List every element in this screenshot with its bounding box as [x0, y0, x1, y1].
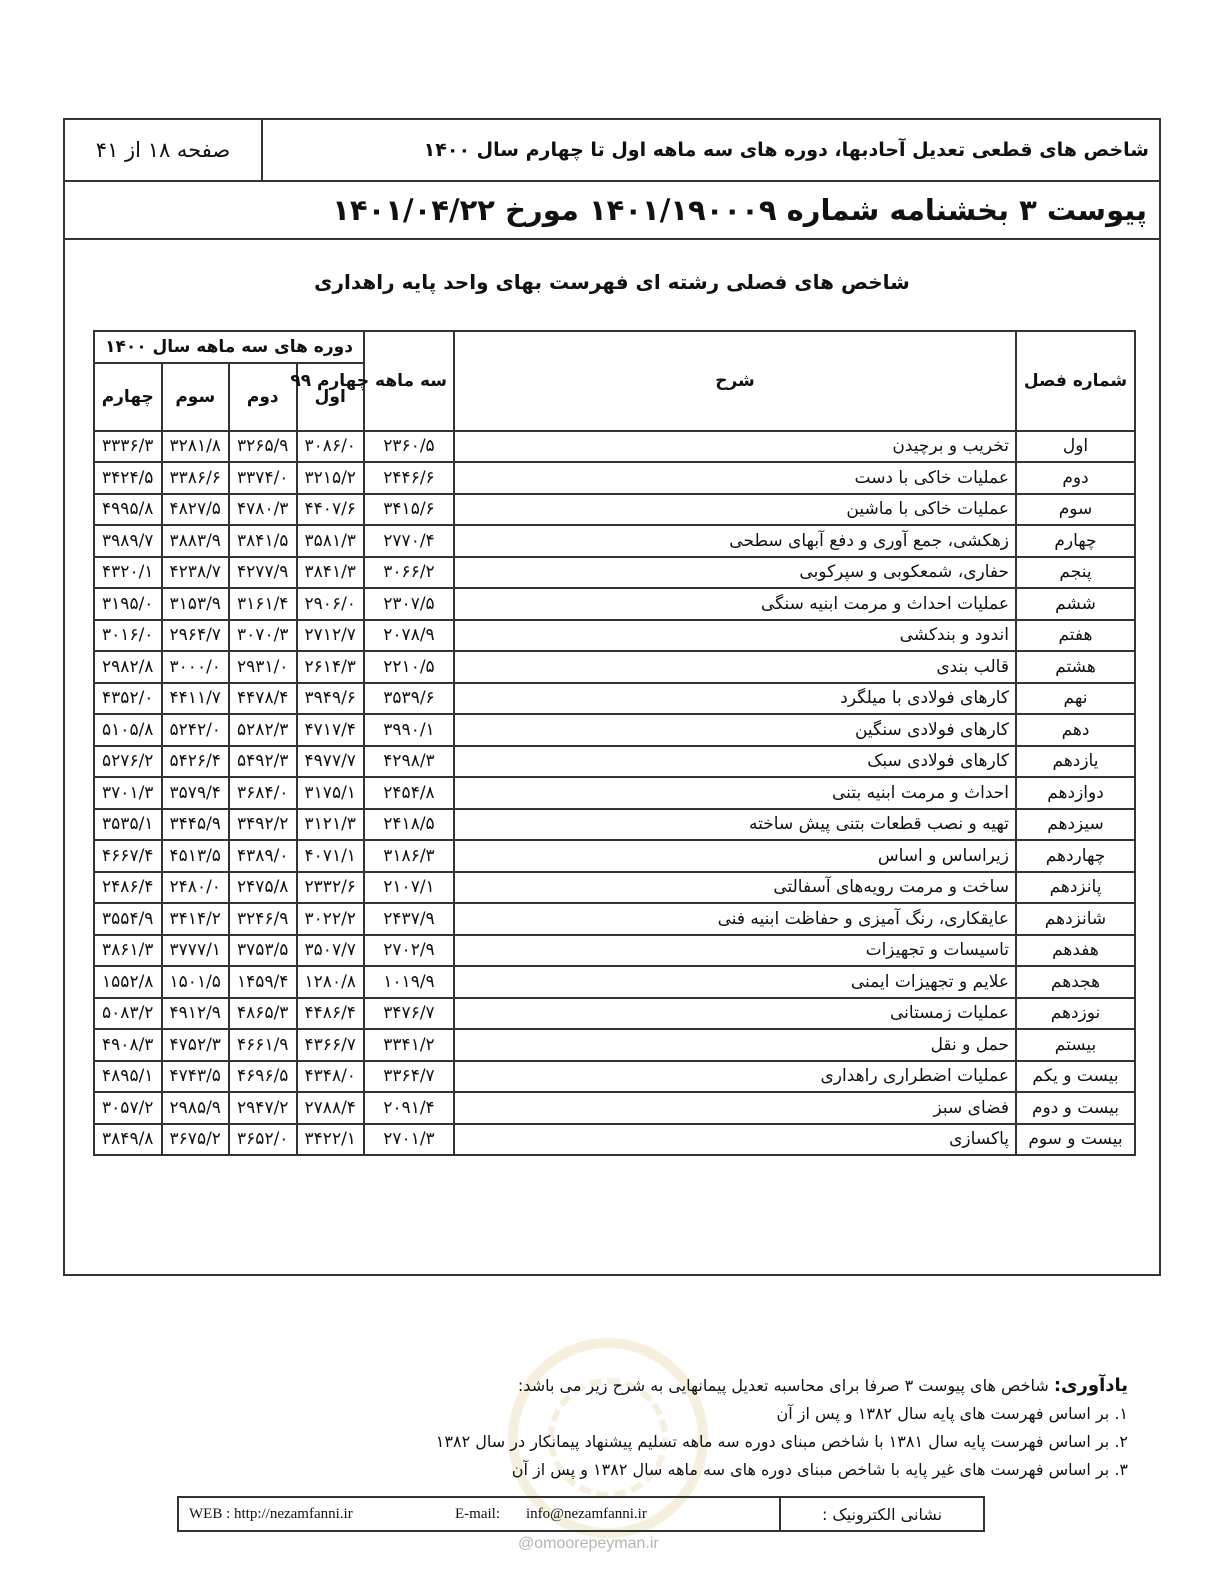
- table-row: [94, 840, 1135, 872]
- q4-value-cell: ۱۵۵۲/۸: [94, 966, 162, 998]
- chapter-cell: بیست و سوم: [1016, 1124, 1135, 1156]
- description-cell: زهکشی، جمع آوری و دفع آبهای سطحی: [454, 525, 1016, 557]
- description-cell: فضای سبز: [454, 1092, 1016, 1124]
- q4-value-cell: ۳۸۶۱/۳: [94, 935, 162, 967]
- chapter-cell: بیست و دوم: [1016, 1092, 1135, 1124]
- q4-value-cell: ۴۳۲۰/۱: [94, 557, 162, 589]
- table-row: [94, 998, 1135, 1030]
- q1-value-cell: ۴۰۷۱/۱: [297, 840, 365, 872]
- q4-value-cell: ۳۹۸۹/۷: [94, 525, 162, 557]
- q1-value-cell: ۲۳۳۲/۶: [297, 872, 365, 904]
- table-row: [94, 935, 1135, 967]
- base-value-cell: ۲۳۰۷/۵: [364, 588, 454, 620]
- description-cell: قالب بندی: [454, 651, 1016, 683]
- header-base-quarter: سه ماهه چهارم ۹۹: [364, 331, 454, 431]
- base-value-cell: ۲۴۱۸/۵: [364, 809, 454, 841]
- chapter-cell: چهارم: [1016, 525, 1135, 557]
- chapter-cell: یازدهم: [1016, 746, 1135, 778]
- table-row: [94, 1092, 1135, 1124]
- header-description: شرح: [454, 331, 1016, 431]
- base-value-cell: ۳۴۱۵/۶: [364, 494, 454, 526]
- table-row: [94, 525, 1135, 557]
- description-cell: علایم و تجهیزات ایمنی: [454, 966, 1016, 998]
- description-cell: احداث و مرمت ابنیه بتنی: [454, 777, 1016, 809]
- description-cell: حفاری، شمعکوبی و سپرکوبی: [454, 557, 1016, 589]
- base-value-cell: ۳۵۳۹/۶: [364, 683, 454, 715]
- table-row: [94, 683, 1135, 715]
- q3-value-cell: ۵۲۴۲/۰: [162, 714, 230, 746]
- q3-value-cell: ۳۸۸۳/۹: [162, 525, 230, 557]
- q1-value-cell: ۴۹۷۷/۷: [297, 746, 365, 778]
- q3-value-cell: ۳۴۱۴/۲: [162, 903, 230, 935]
- chapter-cell: دوم: [1016, 462, 1135, 494]
- chapter-cell: پنجم: [1016, 557, 1135, 589]
- page-number: صفحه ۱۸ از ۴۱: [65, 120, 263, 180]
- base-value-cell: ۳۹۹۰/۱: [364, 714, 454, 746]
- base-value-cell: ۲۱۰۷/۱: [364, 872, 454, 904]
- chapter-cell: پانزدهم: [1016, 872, 1135, 904]
- q1-value-cell: ۳۵۰۷/۷: [297, 935, 365, 967]
- chapter-cell: هشتم: [1016, 651, 1135, 683]
- q4-value-cell: ۴۶۶۷/۴: [94, 840, 162, 872]
- description-cell: عملیات زمستانی: [454, 998, 1016, 1030]
- q3-value-cell: ۴۸۲۷/۵: [162, 494, 230, 526]
- q2-value-cell: ۳۶۸۴/۰: [229, 777, 297, 809]
- q3-value-cell: ۲۴۸۰/۰: [162, 872, 230, 904]
- q1-value-cell: ۲۶۱۴/۳: [297, 651, 365, 683]
- base-value-cell: ۳۴۷۶/۷: [364, 998, 454, 1030]
- q2-value-cell: ۵۴۹۲/۳: [229, 746, 297, 778]
- base-value-cell: ۳۳۴۱/۲: [364, 1029, 454, 1061]
- description-cell: کارهای فولادی سنگین: [454, 714, 1016, 746]
- q2-value-cell: ۴۳۸۹/۰: [229, 840, 297, 872]
- q2-value-cell: ۳۴۹۲/۲: [229, 809, 297, 841]
- header-q3: سوم: [162, 363, 230, 431]
- chapter-cell: چهاردهم: [1016, 840, 1135, 872]
- email-link[interactable]: info@nezamfanni.ir: [526, 1505, 647, 1522]
- chapter-cell: دوازدهم: [1016, 777, 1135, 809]
- description-cell: پاکسازی: [454, 1124, 1016, 1156]
- q2-value-cell: ۴۶۹۶/۵: [229, 1061, 297, 1093]
- description-cell: کارهای فولادی سبک: [454, 746, 1016, 778]
- reminder-text: شاخص های پیوست ۳ صرفا برای محاسبه تعدیل پیمانهایی به شرح زیر می باشد:: [517, 1376, 1049, 1395]
- q1-value-cell: ۳۴۲۲/۱: [297, 1124, 365, 1156]
- q2-value-cell: ۳۱۶۱/۴: [229, 588, 297, 620]
- q4-value-cell: ۳۵۵۴/۹: [94, 903, 162, 935]
- q3-value-cell: ۳۱۵۳/۹: [162, 588, 230, 620]
- contact-footer: [177, 1496, 985, 1532]
- q1-value-cell: ۳۸۴۱/۳: [297, 557, 365, 589]
- q4-value-cell: ۴۸۹۵/۱: [94, 1061, 162, 1093]
- q2-value-cell: ۴۷۸۰/۳: [229, 494, 297, 526]
- header-row: [65, 120, 1159, 182]
- q2-value-cell: ۲۴۷۵/۸: [229, 872, 297, 904]
- description-cell: ساخت و مرمت رویه‌های آسفالتی: [454, 872, 1016, 904]
- q4-value-cell: ۳۰۱۶/۰: [94, 620, 162, 652]
- q3-value-cell: ۴۷۵۲/۳: [162, 1029, 230, 1061]
- base-value-cell: ۳۳۶۴/۷: [364, 1061, 454, 1093]
- reminder-intro: [328, 1372, 1128, 1400]
- q1-value-cell: ۳۱۷۵/۱: [297, 777, 365, 809]
- q3-value-cell: ۴۷۴۳/۵: [162, 1061, 230, 1093]
- reminder-item: ۱. بر اساس فهرست های پایه سال ۱۳۸۲ و پس از آن: [776, 1404, 1128, 1423]
- footer-label: نشانی الکترونیک :: [779, 1498, 983, 1530]
- q4-value-cell: ۲۹۸۲/۸: [94, 651, 162, 683]
- q2-value-cell: ۴۴۷۸/۴: [229, 683, 297, 715]
- description-cell: عملیات اضطراری راهداری: [454, 1061, 1016, 1093]
- q1-value-cell: ۳۱۲۱/۳: [297, 809, 365, 841]
- table-row: [94, 809, 1135, 841]
- chapter-cell: شانزدهم: [1016, 903, 1135, 935]
- description-cell: کارهای فولادی با میلگرد: [454, 683, 1016, 715]
- q3-value-cell: ۴۲۳۸/۷: [162, 557, 230, 589]
- q1-value-cell: ۴۳۴۸/۰: [297, 1061, 365, 1093]
- q1-value-cell: ۴۷۱۷/۴: [297, 714, 365, 746]
- description-cell: تهیه و نصب قطعات بتنی پیش ساخته: [454, 809, 1016, 841]
- q3-value-cell: ۳۲۸۱/۸: [162, 431, 230, 463]
- chapter-cell: اول: [1016, 431, 1135, 463]
- base-value-cell: ۱۰۱۹/۹: [364, 966, 454, 998]
- table-row: [94, 777, 1135, 809]
- section-title: شاخص های فصلی رشته ای فهرست بهای واحد پایه راهداری: [314, 270, 910, 294]
- q3-value-cell: ۴۴۱۱/۷: [162, 683, 230, 715]
- q3-value-cell: ۳۷۷۷/۱: [162, 935, 230, 967]
- description-cell: عملیات خاکی با ماشین: [454, 494, 1016, 526]
- q2-value-cell: ۳۷۵۳/۵: [229, 935, 297, 967]
- q4-value-cell: ۳۷۰۱/۳: [94, 777, 162, 809]
- table-row: [94, 966, 1135, 998]
- table-row: [94, 903, 1135, 935]
- base-value-cell: ۳۰۶۶/۲: [364, 557, 454, 589]
- q2-value-cell: ۳۰۷۰/۳: [229, 620, 297, 652]
- q4-value-cell: ۴۹۰۸/۳: [94, 1029, 162, 1061]
- q3-value-cell: ۳۳۸۶/۶: [162, 462, 230, 494]
- q1-value-cell: ۲۹۰۶/۰: [297, 588, 365, 620]
- q1-value-cell: ۴۴۸۶/۴: [297, 998, 365, 1030]
- description-cell: تاسیسات و تجهیزات: [454, 935, 1016, 967]
- chapter-cell: دهم: [1016, 714, 1135, 746]
- chapter-cell: نوزدهم: [1016, 998, 1135, 1030]
- q2-value-cell: ۳۸۴۱/۵: [229, 525, 297, 557]
- q1-value-cell: ۳۰۲۲/۲: [297, 903, 365, 935]
- header-q4: چهارم: [94, 363, 162, 431]
- q4-value-cell: ۳۴۲۴/۵: [94, 462, 162, 494]
- q1-value-cell: ۲۷۸۸/۴: [297, 1092, 365, 1124]
- base-value-cell: ۲۲۱۰/۵: [364, 651, 454, 683]
- q1-value-cell: ۴۴۰۷/۶: [297, 494, 365, 526]
- q3-value-cell: ۳۶۷۵/۲: [162, 1124, 230, 1156]
- q1-value-cell: ۴۳۶۶/۷: [297, 1029, 365, 1061]
- description-cell: عملیات خاکی با دست: [454, 462, 1016, 494]
- header-q1: اول: [297, 363, 365, 431]
- base-value-cell: ۲۴۴۶/۶: [364, 462, 454, 494]
- document-title: شاخص های قطعی تعدیل آحادبها، دوره های سه ماهه اول تا چهارم سال ۱۴۰۰: [423, 139, 1149, 161]
- q4-value-cell: ۳۰۵۷/۲: [94, 1092, 162, 1124]
- q1-value-cell: ۳۲۱۵/۲: [297, 462, 365, 494]
- reminder-note: [328, 1372, 1128, 1484]
- q4-value-cell: ۳۸۴۹/۸: [94, 1124, 162, 1156]
- email-label: E-mail:: [455, 1505, 500, 1522]
- chapter-cell: هفدهم: [1016, 935, 1135, 967]
- document-frame: [63, 118, 1161, 1276]
- q4-value-cell: ۵۰۸۳/۲: [94, 998, 162, 1030]
- q2-value-cell: ۵۲۸۲/۳: [229, 714, 297, 746]
- base-value-cell: ۲۷۰۲/۹: [364, 935, 454, 967]
- q3-value-cell: ۳۵۷۹/۴: [162, 777, 230, 809]
- chapter-cell: ششم: [1016, 588, 1135, 620]
- q2-value-cell: ۳۲۴۶/۹: [229, 903, 297, 935]
- reminder-item: ۲. بر اساس فهرست پایه سال ۱۳۸۱ با شاخص مبنای دوره سه ماهه تسلیم پیشنهاد پیمانکار در سال ۱۳۸۲: [435, 1432, 1128, 1451]
- table-row: [94, 557, 1135, 589]
- reminder-item: ۳. بر اساس فهرست های غیر پایه با شاخص مبنای دوره های سه ماهه سال ۱۳۸۲ و پس از آن: [511, 1460, 1128, 1479]
- watermark-url: @omoorepeyman.ir: [518, 1535, 659, 1552]
- base-value-cell: ۲۰۷۸/۹: [364, 620, 454, 652]
- base-value-cell: ۲۴۵۴/۸: [364, 777, 454, 809]
- table-row: [94, 746, 1135, 778]
- table-row: [94, 588, 1135, 620]
- q4-value-cell: ۲۴۸۶/۴: [94, 872, 162, 904]
- chapter-cell: هفتم: [1016, 620, 1135, 652]
- description-cell: عملیات احداث و مرمت ابنیه سنگی: [454, 588, 1016, 620]
- website-link[interactable]: WEB : http://nezamfanni.ir: [189, 1505, 353, 1522]
- q4-value-cell: ۴۹۹۵/۸: [94, 494, 162, 526]
- base-value-cell: ۲۷۷۰/۴: [364, 525, 454, 557]
- table-row: [94, 1061, 1135, 1093]
- q2-value-cell: ۴۶۶۱/۹: [229, 1029, 297, 1061]
- q2-value-cell: ۴۲۷۷/۹: [229, 557, 297, 589]
- table-row: [94, 462, 1135, 494]
- q1-value-cell: ۳۹۴۹/۶: [297, 683, 365, 715]
- q4-value-cell: ۳۳۳۶/۳: [94, 431, 162, 463]
- table-row: [94, 872, 1135, 904]
- q4-value-cell: ۳۱۹۵/۰: [94, 588, 162, 620]
- q1-value-cell: ۳۰۸۶/۰: [297, 431, 365, 463]
- base-value-cell: ۲۷۰۱/۳: [364, 1124, 454, 1156]
- q2-value-cell: ۴۸۶۵/۳: [229, 998, 297, 1030]
- table-body: [94, 431, 1135, 1156]
- q3-value-cell: ۱۵۰۱/۵: [162, 966, 230, 998]
- q2-value-cell: ۲۹۴۷/۲: [229, 1092, 297, 1124]
- q2-value-cell: ۱۴۵۹/۴: [229, 966, 297, 998]
- q3-value-cell: ۵۴۲۶/۴: [162, 746, 230, 778]
- base-value-cell: ۲۳۶۰/۵: [364, 431, 454, 463]
- table-row: [94, 1124, 1135, 1156]
- base-value-cell: ۴۲۹۸/۳: [364, 746, 454, 778]
- table-row: [94, 620, 1135, 652]
- table-row: [94, 431, 1135, 463]
- description-cell: تخریب و برچیدن: [454, 431, 1016, 463]
- q1-value-cell: ۲۷۱۲/۷: [297, 620, 365, 652]
- base-value-cell: ۲۴۳۷/۹: [364, 903, 454, 935]
- header-quarter-group: دوره های سه ماهه سال ۱۴۰۰: [94, 331, 364, 363]
- table-row: [94, 651, 1135, 683]
- chapter-cell: بیستم: [1016, 1029, 1135, 1061]
- q3-value-cell: ۳۰۰۰/۰: [162, 651, 230, 683]
- description-cell: حمل و نقل: [454, 1029, 1016, 1061]
- description-cell: اندود و بندکشی: [454, 620, 1016, 652]
- base-value-cell: ۳۱۸۶/۳: [364, 840, 454, 872]
- chapter-cell: نهم: [1016, 683, 1135, 715]
- q2-value-cell: ۲۹۳۱/۰: [229, 651, 297, 683]
- q4-value-cell: ۵۲۷۶/۲: [94, 746, 162, 778]
- q2-value-cell: ۳۶۵۲/۰: [229, 1124, 297, 1156]
- chapter-cell: سیزدهم: [1016, 809, 1135, 841]
- email-block: [455, 1498, 647, 1530]
- q4-value-cell: ۴۳۵۲/۰: [94, 683, 162, 715]
- table-row: [94, 1029, 1135, 1061]
- q4-value-cell: ۳۵۳۵/۱: [94, 809, 162, 841]
- q3-value-cell: ۴۵۱۳/۵: [162, 840, 230, 872]
- table-row: [94, 494, 1135, 526]
- header-chapter: شماره فصل: [1016, 331, 1135, 431]
- index-table: [93, 330, 1136, 1156]
- chapter-cell: هجدهم: [1016, 966, 1135, 998]
- circular-title: پیوست ۳ بخشنامه شماره ۱۴۰۱/۱۹۰۰۰۹ مورخ ۱۴۰۱/۰۴/۲۲: [65, 182, 1159, 240]
- header-q2: دوم: [229, 363, 297, 431]
- q2-value-cell: ۳۳۷۴/۰: [229, 462, 297, 494]
- chapter-cell: سوم: [1016, 494, 1135, 526]
- reminder-lead: یادآوری:: [1053, 1375, 1128, 1396]
- q2-value-cell: ۳۲۶۵/۹: [229, 431, 297, 463]
- q1-value-cell: ۱۲۸۰/۸: [297, 966, 365, 998]
- q4-value-cell: ۵۱۰۵/۸: [94, 714, 162, 746]
- q3-value-cell: ۳۴۴۵/۹: [162, 809, 230, 841]
- chapter-cell: بیست و یکم: [1016, 1061, 1135, 1093]
- q3-value-cell: ۲۹۸۵/۹: [162, 1092, 230, 1124]
- base-value-cell: ۲۰۹۱/۴: [364, 1092, 454, 1124]
- q3-value-cell: ۴۹۱۲/۹: [162, 998, 230, 1030]
- q3-value-cell: ۲۹۶۴/۷: [162, 620, 230, 652]
- table-row: [94, 714, 1135, 746]
- description-cell: عایقکاری، رنگ آمیزی و حفاظت ابنیه فنی: [454, 903, 1016, 935]
- q1-value-cell: ۳۵۸۱/۳: [297, 525, 365, 557]
- description-cell: زیراساس و اساس: [454, 840, 1016, 872]
